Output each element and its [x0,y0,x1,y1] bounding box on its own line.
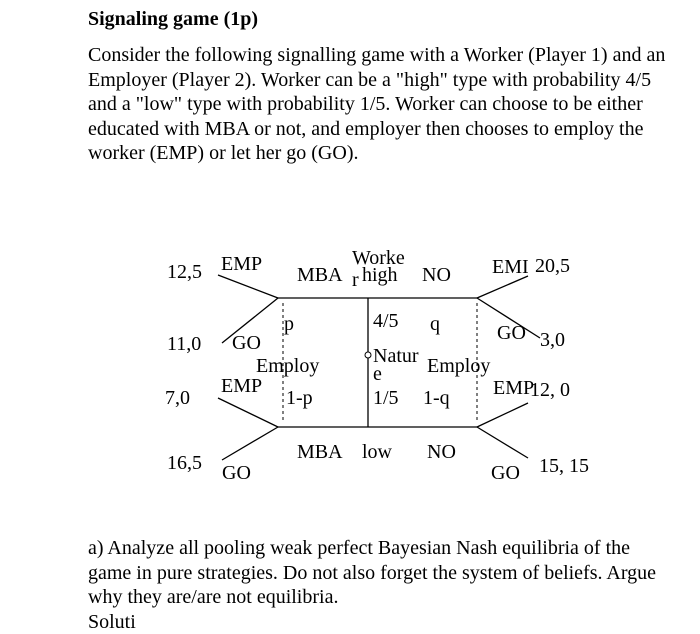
action-bl-go: GO [222,462,251,484]
action-tl-emp: EMP [221,253,263,275]
high-type-label: high [362,264,398,286]
action-tl-go: GO [232,332,261,354]
no-bottom-label: NO [427,441,456,463]
worker-label-r: r [352,269,359,291]
edge-tl-emp [218,275,278,298]
question-part-a: a) Analyze all pooling weak perfect Bayesian Nash equilibria of the game in pure strategies. Do not also forget the system of beliefs. Argue why they are/are not equilibria. [88,537,657,608]
employer-label-left: Employ [256,355,320,377]
payoff-bl-go: 16,5 [167,452,202,474]
payoff-br-go: 15, 15 [539,455,589,477]
action-bl-emp: EMP [221,375,263,397]
prob-high-label: 4/5 [373,310,399,332]
nature-label: Natur [373,345,419,367]
payoff-br-emp: 12, 0 [530,379,570,401]
belief-q: q [430,313,440,335]
worker-label: Worke [352,247,405,269]
edge-br-go [477,427,528,458]
problem-statement: Consider the following signalling game with a Worker (Player 1) and an Employer (Player 2). Worker can be a "high" type with probability 4/5 and a "low" type with probability 1/5. Worker can choose to be either educated with MBA or not, and employer then chooses to employ the worker (EMP) or let her go (GO). [88,44,666,164]
action-br-go: GO [491,462,520,484]
edge-bl-emp [218,398,278,427]
payoff-tr-emp: 20,5 [535,255,570,277]
question-title: Signaling game (1p) [88,8,259,30]
mba-bottom-label: MBA [297,441,343,463]
payoff-tr-go: 3,0 [540,329,565,351]
edge-bl-go [222,427,278,460]
nature-label-e: e [373,363,382,385]
belief-1-minus-p: 1-p [286,387,313,409]
prob-low-label: 1/5 [373,387,399,409]
belief-1-minus-q: 1-q [423,387,450,409]
no-top-label: NO [422,264,451,286]
payoff-bl-emp: 7,0 [165,387,190,409]
belief-p: p [284,313,294,335]
solution-heading-partial: Soluti [88,611,136,633]
low-type-label: low [362,441,392,463]
nature-node [365,352,371,358]
payoff-tl-go: 11,0 [167,333,202,355]
action-tr-go: GO [497,322,526,344]
edge-tr-emp [477,276,528,298]
action-tr-emp: EMI [492,256,529,278]
payoff-tl-emp: 12,5 [167,261,202,283]
employer-label-right: Employ [427,355,491,377]
action-br-emp: EMP [493,377,535,399]
edge-br-emp [477,403,528,427]
mba-top-label: MBA [297,264,343,286]
